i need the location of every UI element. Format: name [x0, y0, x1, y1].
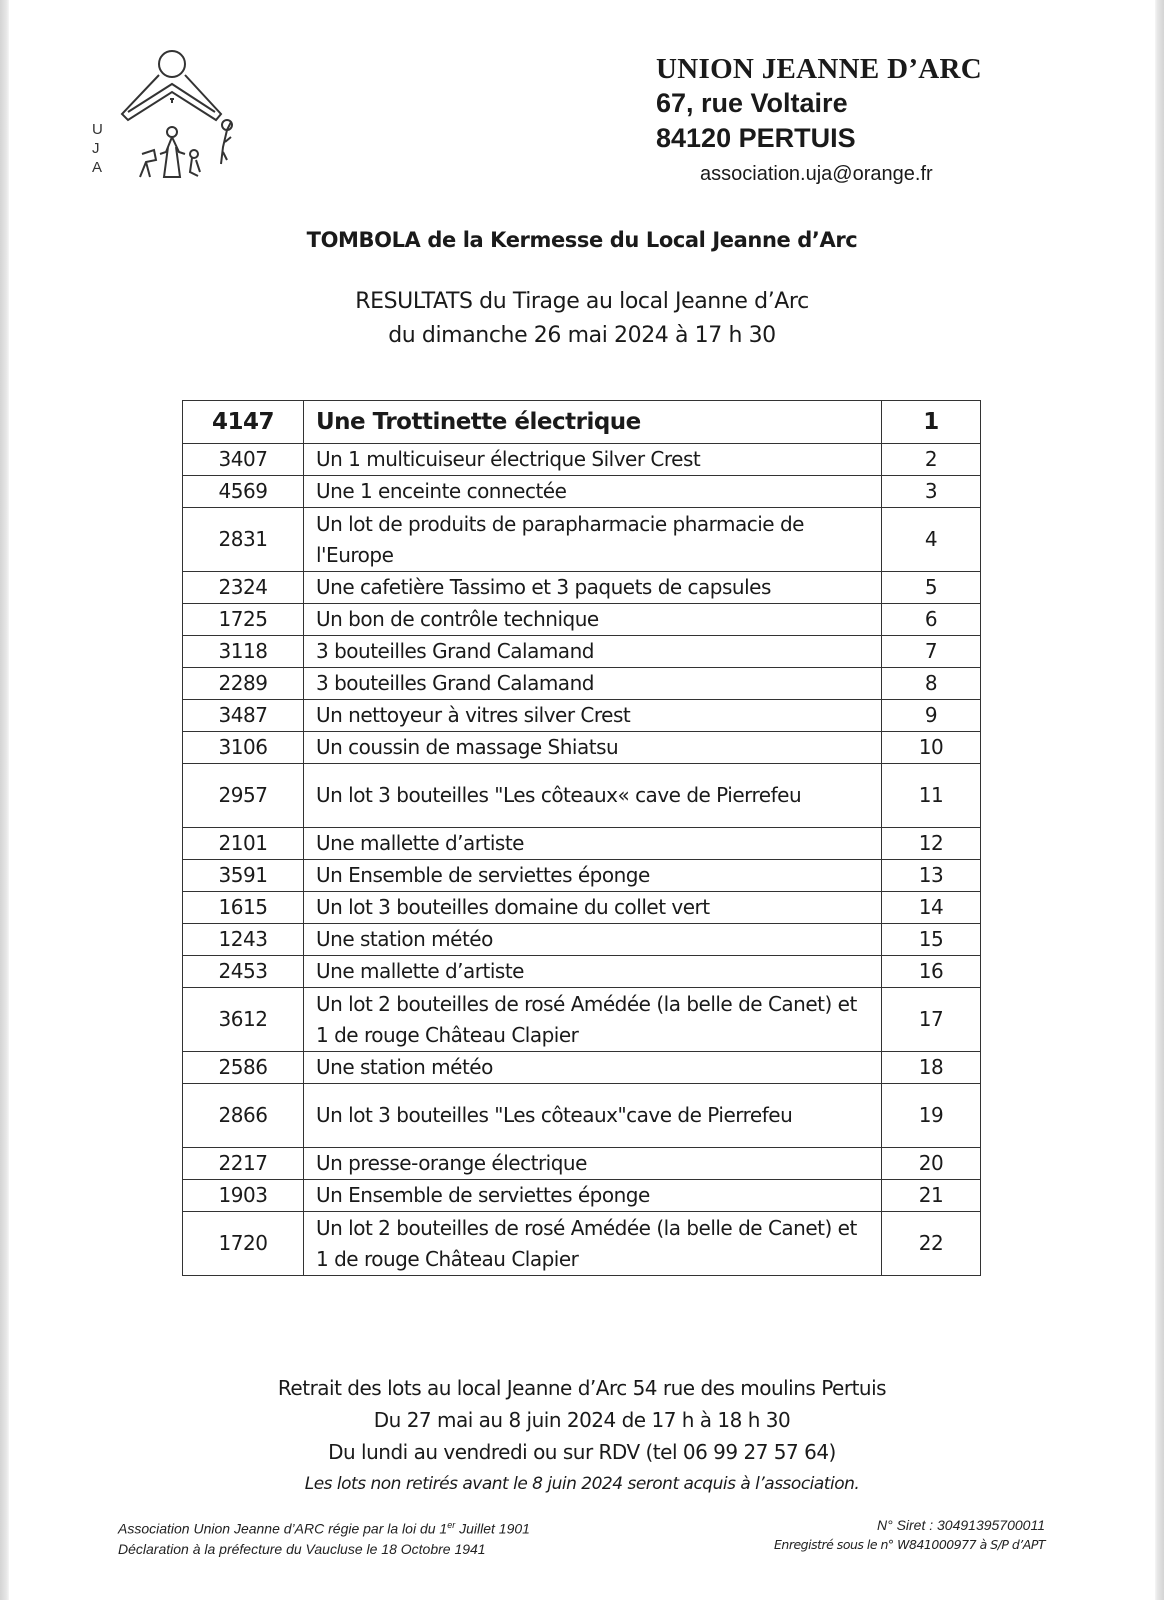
prize-rank: 17 [882, 988, 981, 1052]
legal-association-line [118, 1515, 530, 1539]
legal-law-date: Juillet 1901 [455, 1520, 530, 1537]
result-row [183, 732, 981, 764]
result-row [183, 572, 981, 604]
prize-rank: 20 [882, 1148, 981, 1180]
result-row [183, 828, 981, 860]
pickup-notice: Les lots non retirés avant le 8 juin 2024 seront acquis à l’association. [304, 1474, 860, 1494]
prize-description: Un nettoyeur à vitres silver Crest [304, 700, 882, 732]
pickup-dates: Du 27 mai au 8 juin 2024 de 17 h à 18 h 30 [373, 1408, 791, 1432]
ticket-number: 2324 [183, 572, 304, 604]
legal-declaration-line: Déclaration à la préfecture du Vaucluse le 18 Octobre 1941 [118, 1540, 486, 1557]
prize-description: Une station météo [304, 1052, 882, 1084]
page-title: TOMBOLA de la Kermesse du Local Jeanne d’Arc [306, 228, 858, 252]
ticket-number: 2289 [183, 668, 304, 700]
ticket-number: 3612 [183, 988, 304, 1052]
result-row [183, 956, 981, 988]
prize-description: Un bon de contrôle technique [304, 604, 882, 636]
ticket-number: 2586 [183, 1052, 304, 1084]
pickup-location: Retrait des lots au local Jeanne d’Arc 54 rue des moulins Pertuis [277, 1376, 887, 1400]
prize-description: Un Ensemble de serviettes éponge [304, 1180, 882, 1212]
prize-rank: 6 [882, 604, 981, 636]
prize-description: 3 bouteilles Grand Calamand [304, 668, 882, 700]
prize-description: Un coussin de massage Shiatsu [304, 732, 882, 764]
prize-rank: 8 [882, 668, 981, 700]
ticket-number: 3118 [183, 636, 304, 668]
ticket-number: 2957 [183, 764, 304, 828]
prize-description: Une station météo [304, 924, 882, 956]
ticket-number: 1903 [183, 1180, 304, 1212]
prize-description: Un lot 3 bouteilles domaine du collet vert [304, 892, 882, 924]
prize-rank: 11 [882, 764, 981, 828]
ticket-number: 2217 [183, 1148, 304, 1180]
logo-letter-j: J [92, 140, 100, 157]
prize-description: Un lot 2 bouteilles de rosé Amédée (la belle de Canet) et 1 de rouge Château Clapier [304, 988, 882, 1052]
subtitle-results: RESULTATS du Tirage au local Jeanne d’Arc [355, 289, 809, 314]
result-row [183, 988, 981, 1052]
prize-rank: 10 [882, 732, 981, 764]
prize-rank: 14 [882, 892, 981, 924]
legal-association-text: Association Union Jeanne d’ARC régie par la loi du 1 [118, 1520, 448, 1537]
prize-rank: 18 [882, 1052, 981, 1084]
prize-rank: 21 [882, 1180, 981, 1212]
pickup-hours-contact: Du lundi au vendredi ou sur RDV (tel 06 99 27 57 64) [328, 1440, 836, 1464]
org-street: 67, rue Voltaire [656, 88, 848, 118]
prize-rank: 13 [882, 860, 981, 892]
legal-ordinal-sup: er [447, 1520, 456, 1530]
result-row [183, 1180, 981, 1212]
result-row [183, 401, 981, 444]
ticket-number: 1720 [183, 1212, 304, 1276]
prize-description: Une Trottinette électrique [304, 401, 882, 444]
ticket-number: 2453 [183, 956, 304, 988]
results-table [182, 400, 981, 1276]
ticket-number: 1725 [183, 604, 304, 636]
result-row [183, 892, 981, 924]
ticket-number: 3407 [183, 444, 304, 476]
uja-logo-icon [84, 42, 259, 180]
result-row [183, 1084, 981, 1148]
logo-letter-u: U [92, 121, 103, 138]
result-row [183, 508, 981, 572]
org-header [656, 52, 982, 156]
ticket-number: 3591 [183, 860, 304, 892]
result-row [183, 1148, 981, 1180]
prize-rank: 7 [882, 636, 981, 668]
prize-description: Un lot 3 bouteilles "Les côteaux"cave de Pierrefeu [304, 1084, 882, 1148]
result-row [183, 604, 981, 636]
prize-description: Une mallette d’artiste [304, 956, 882, 988]
prize-rank: 12 [882, 828, 981, 860]
legal-siret: N° Siret : 30491395700011 [876, 1517, 1045, 1533]
prize-rank: 22 [882, 1212, 981, 1276]
result-row [183, 636, 981, 668]
prize-rank: 15 [882, 924, 981, 956]
logo-letter-a: A [92, 159, 103, 176]
prize-description: Un lot 2 bouteilles de rosé Amédée (la belle de Canet) et 1 de rouge Château Clapier [304, 1212, 882, 1276]
prize-description: Une mallette d’artiste [304, 828, 882, 860]
ticket-number: 1615 [183, 892, 304, 924]
prize-description: Une 1 enceinte connectée [304, 476, 882, 508]
prize-description: Un 1 multicuiseur électrique Silver Crest [304, 444, 882, 476]
prize-rank: 2 [882, 444, 981, 476]
prize-rank: 16 [882, 956, 981, 988]
prize-rank: 9 [882, 700, 981, 732]
result-row [183, 476, 981, 508]
result-row [183, 444, 981, 476]
ticket-number: 2101 [183, 828, 304, 860]
prize-description: Un presse-orange électrique [304, 1148, 882, 1180]
org-city: 84120 PERTUIS [656, 123, 856, 153]
ticket-number: 4147 [183, 401, 304, 444]
prize-description: Une cafetière Tassimo et 3 paquets de capsules [304, 572, 882, 604]
ticket-number: 3487 [183, 700, 304, 732]
prize-rank: 3 [882, 476, 981, 508]
ticket-number: 1243 [183, 924, 304, 956]
result-row [183, 860, 981, 892]
prize-description: Un Ensemble de serviettes éponge [304, 860, 882, 892]
result-row [183, 668, 981, 700]
legal-right [700, 1515, 1045, 1555]
ticket-number: 3106 [183, 732, 304, 764]
prize-description: Un lot 3 bouteilles "Les côteaux« cave de Pierrefeu [304, 764, 882, 828]
prize-rank: 1 [882, 401, 981, 444]
prize-description: Un lot de produits de parapharmacie pharmacie de l'Europe [304, 508, 882, 572]
result-row [183, 1052, 981, 1084]
prize-rank: 19 [882, 1084, 981, 1148]
ticket-number: 2831 [183, 508, 304, 572]
result-row [183, 764, 981, 828]
ticket-number: 4569 [183, 476, 304, 508]
legal-left [118, 1515, 530, 1559]
org-email-link[interactable]: association.uja@orange.fr [700, 163, 933, 185]
prize-rank: 4 [882, 508, 981, 572]
result-row [183, 1212, 981, 1276]
org-name: UNION JEANNE D’ARC [656, 53, 983, 85]
prize-description: 3 bouteilles Grand Calamand [304, 636, 882, 668]
subtitle-date: du dimanche 26 mai 2024 à 17 h 30 [388, 323, 776, 348]
result-row [183, 924, 981, 956]
prize-rank: 5 [882, 572, 981, 604]
legal-registration: Enregistré sous le n° W841000977 à S/P d’APT [774, 1537, 1045, 1552]
ticket-number: 2866 [183, 1084, 304, 1148]
result-row [183, 700, 981, 732]
